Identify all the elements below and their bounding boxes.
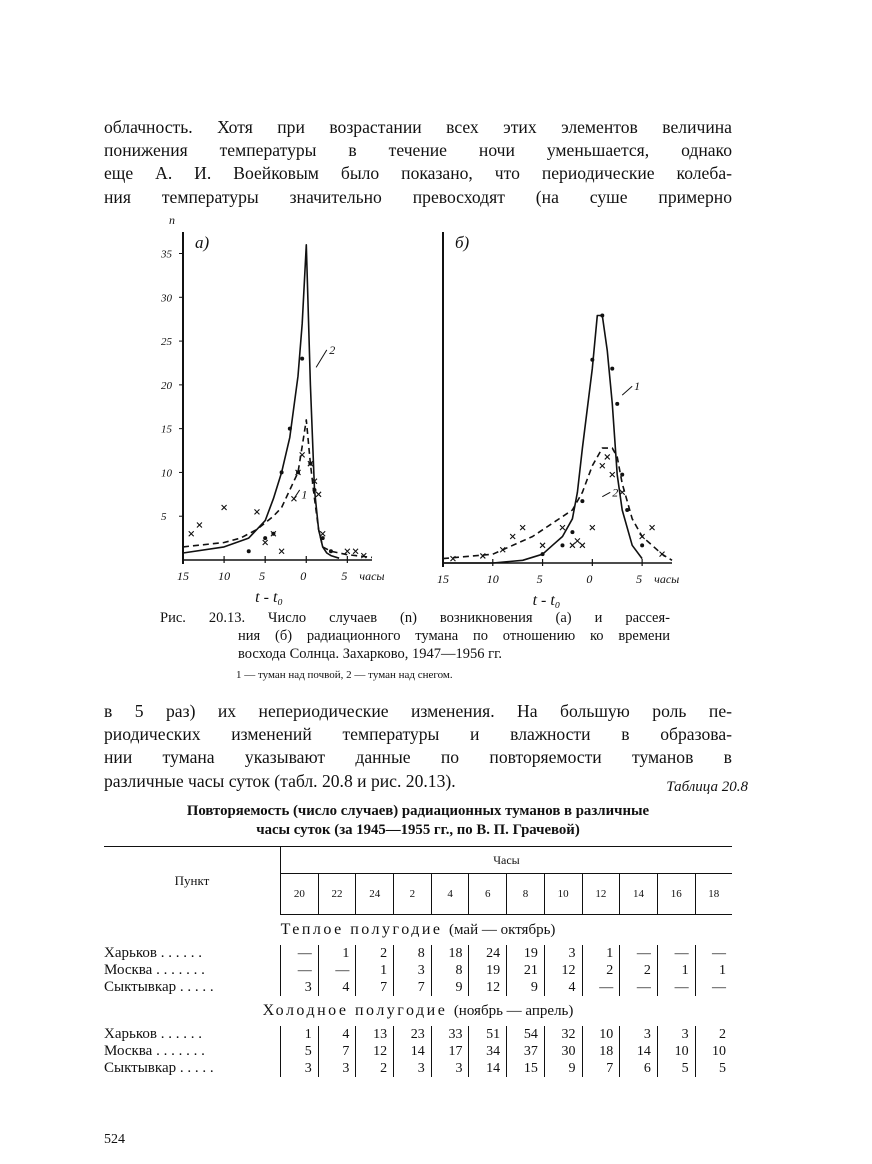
table-cell: 1 xyxy=(719,963,726,978)
table-cell: 12 xyxy=(356,1043,394,1060)
data-point-cross xyxy=(560,525,565,530)
table-cell: 30 xyxy=(544,1043,582,1060)
data-point-cross xyxy=(570,543,575,548)
hour-header: 2 xyxy=(394,874,432,915)
table-cell: 18 xyxy=(431,945,469,962)
x-tick-label: 5 xyxy=(536,572,543,586)
section-title-text: Теплое полугодие xyxy=(280,921,443,938)
section-title xyxy=(104,996,732,1026)
x-tick-label: 0 xyxy=(300,569,307,583)
data-point-dot xyxy=(329,549,333,553)
table-cell: 3 xyxy=(318,1060,356,1077)
table-row xyxy=(104,1060,732,1077)
data-point-dot xyxy=(600,314,604,318)
table-cell: — xyxy=(620,945,658,962)
table-cell: 51 xyxy=(469,1026,507,1043)
x-tick-label: 15 xyxy=(177,569,189,583)
table-cell: 5 xyxy=(719,1061,726,1076)
text-line: ния температуры значительно превосходят (на суше примерно xyxy=(104,186,732,207)
curve-label: 2 xyxy=(612,485,619,500)
table-row xyxy=(104,1026,732,1043)
data-point-cross xyxy=(650,525,655,530)
table-cell: 13 xyxy=(356,1026,394,1043)
section-title-text: Холодное полугодие xyxy=(262,1002,448,1019)
data-point-cross xyxy=(189,531,194,536)
table-cell: 3 xyxy=(620,1026,658,1043)
x-tick-label: 5 xyxy=(636,572,643,586)
table-cell: 12 xyxy=(544,962,582,979)
data-point-dot xyxy=(308,462,312,466)
data-point-dot xyxy=(560,543,564,547)
table-cell: 3 xyxy=(394,1060,432,1077)
data-point-dot xyxy=(580,499,584,503)
data-point-cross xyxy=(610,472,615,477)
table-cell: 5 xyxy=(281,1043,319,1060)
x-axis-label: t - t₀ xyxy=(532,592,561,609)
hour-header: 4 xyxy=(431,874,469,915)
table-cell: 6 xyxy=(620,1060,658,1077)
table-cell: 8 xyxy=(394,945,432,962)
caption-line: восхода Солнца. Захарково, 1947—1956 гг. xyxy=(238,646,503,662)
table-cell: 19 xyxy=(507,945,545,962)
hour-header: 16 xyxy=(657,874,695,915)
data-point-cross xyxy=(520,525,525,530)
table-cell: 3 xyxy=(544,945,582,962)
table-cell: 18 xyxy=(582,1043,620,1060)
x-tick-label: 5 xyxy=(259,569,266,583)
y-axis-label: n xyxy=(169,213,175,227)
station-name: Харьков . . . . . . xyxy=(104,1026,281,1043)
table-cell: 10 xyxy=(582,1026,620,1043)
data-point-dot xyxy=(296,470,300,474)
table-cell: 2 xyxy=(356,945,394,962)
series-line-1 xyxy=(443,316,642,564)
table-cell: 7 xyxy=(394,979,432,996)
data-point-cross xyxy=(353,549,358,554)
table-cell: 9 xyxy=(431,979,469,996)
data-point-cross xyxy=(450,556,455,561)
data-point-dot xyxy=(620,473,624,477)
panel-label: б) xyxy=(455,233,470,252)
table-cell: 1 xyxy=(356,962,394,979)
x-tick-label: 10 xyxy=(218,569,231,583)
table-cell: 12 xyxy=(469,979,507,996)
y-tick-label: 15 xyxy=(161,423,172,436)
data-point-dot xyxy=(288,427,292,431)
table-row xyxy=(104,979,732,996)
data-point-cross xyxy=(263,540,268,545)
data-point-dot xyxy=(541,552,545,556)
text-line: в 5 раз) их непериодические изменения. На большую роль пе- xyxy=(104,701,732,721)
table-cell: 54 xyxy=(507,1026,545,1043)
data-point-cross xyxy=(575,538,580,543)
data-point-cross xyxy=(540,543,545,548)
text-line: нии тумана указывают данные по повторяемости туманов в xyxy=(104,747,732,768)
caption-line: Рис. 20.13. Число случаев (n) возникновения (а) и рассея- xyxy=(160,610,670,626)
table-cell: 4 xyxy=(318,1026,356,1043)
x-tick-label: 15 xyxy=(437,572,449,586)
x-axis-label: t - t₀ xyxy=(255,589,283,606)
table-cell: 3 xyxy=(657,1026,695,1043)
table-cell: 1 xyxy=(281,1026,319,1043)
text-line: облачность. Хотя при возрастании всех этих элементов величина xyxy=(104,117,732,137)
table-cell: 14 xyxy=(469,1060,507,1077)
hour-header: 20 xyxy=(281,874,319,915)
text-line: еще А. И. Воейковым было показано, что периодические колеба- xyxy=(104,163,732,184)
table-number: Таблица 20.8 xyxy=(666,779,748,795)
data-point-dot xyxy=(625,508,629,512)
data-point-dot xyxy=(263,536,267,540)
column-header-punkt: Пункт xyxy=(104,847,281,915)
table-title-line: Повторяемость (число случаев) радиационных туманов в различные xyxy=(186,803,650,819)
table-cell: 1 xyxy=(657,962,695,979)
data-point-cross xyxy=(600,463,605,468)
table-cell: 3 xyxy=(281,1060,319,1077)
table-cell: — xyxy=(712,946,726,961)
data-point-cross xyxy=(300,452,305,457)
table-cell: 5 xyxy=(657,1060,695,1077)
paragraph-mid xyxy=(104,700,732,793)
x-unit-label: часы xyxy=(359,569,385,583)
table-cell: 33 xyxy=(431,1026,469,1043)
table-cell: — xyxy=(281,945,319,962)
data-point-cross xyxy=(660,552,665,557)
y-tick-label: 35 xyxy=(161,248,172,261)
column-header-hours: Часы xyxy=(281,847,733,874)
section-title-paren: (ноябрь — апрель) xyxy=(453,1003,574,1019)
y-tick-label: 5 xyxy=(161,511,167,524)
curve-label: 2 xyxy=(329,342,336,357)
figure-legend: 1 — туман над почвой, 2 — туман над снегом. xyxy=(236,669,453,681)
table-cell: 7 xyxy=(582,1060,620,1077)
table-cell: 7 xyxy=(318,1043,356,1060)
table-row xyxy=(104,945,732,962)
section-title xyxy=(104,915,732,946)
table-cell: 23 xyxy=(394,1026,432,1043)
data-point-cross xyxy=(640,534,645,539)
data-point-cross xyxy=(254,509,259,514)
table-cell: 14 xyxy=(394,1043,432,1060)
table-cell: 14 xyxy=(620,1043,658,1060)
table-cell: 2 xyxy=(719,1027,726,1042)
station-name: Харьков . . . . . . xyxy=(104,945,281,962)
data-point-cross xyxy=(320,531,325,536)
table-cell: — xyxy=(318,962,356,979)
table-cell: 7 xyxy=(356,979,394,996)
table-cell: 21 xyxy=(507,962,545,979)
data-point-cross xyxy=(197,522,202,527)
curve-label: 1 xyxy=(301,487,308,502)
panel-label: а) xyxy=(195,233,210,252)
table-cell: 9 xyxy=(507,979,545,996)
x-tick-label: 10 xyxy=(486,572,499,586)
text-line: понижения температуры в течение ночи уменьшается, однако xyxy=(104,140,732,161)
data-point-cross xyxy=(605,454,610,459)
table-cell: — xyxy=(582,979,620,996)
table-cell: — xyxy=(281,962,319,979)
series-line-2 xyxy=(443,448,672,560)
leader-line xyxy=(316,350,327,368)
data-point-dot xyxy=(271,532,275,536)
table-cell: — xyxy=(657,945,695,962)
y-tick-label: 25 xyxy=(161,336,172,349)
text-line: различные часы суток (табл. 20.8 и рис. 20.13). xyxy=(104,770,456,791)
table-cell: — xyxy=(712,980,726,995)
data-point-cross xyxy=(345,549,350,554)
data-point-dot xyxy=(615,402,619,406)
data-point-dot xyxy=(590,358,594,362)
section-title-paren: (май — октябрь) xyxy=(449,922,556,938)
data-point-cross xyxy=(316,492,321,497)
table-cell: 32 xyxy=(544,1026,582,1043)
page-number: 524 xyxy=(104,1132,125,1147)
data-point-cross xyxy=(580,543,585,548)
table-cell: 17 xyxy=(431,1043,469,1060)
table-cell: 1 xyxy=(582,945,620,962)
table-cell: 19 xyxy=(469,962,507,979)
table-cell: 3 xyxy=(431,1060,469,1077)
x-tick-label: 5 xyxy=(341,569,348,583)
table-title xyxy=(104,802,732,840)
curve-label: 1 xyxy=(634,379,641,394)
data-point-dot xyxy=(570,530,574,534)
hour-header: 10 xyxy=(544,874,582,915)
table-cell: 9 xyxy=(544,1060,582,1077)
table-cell: 10 xyxy=(712,1044,726,1059)
y-tick-label: 30 xyxy=(161,292,172,305)
table-cell: 2 xyxy=(356,1060,394,1077)
data-point-dot xyxy=(640,543,644,547)
x-unit-label: часы xyxy=(654,572,680,586)
series-line-1 xyxy=(183,420,372,558)
data-point-dot xyxy=(610,367,614,371)
table-cell: 37 xyxy=(507,1043,545,1060)
hour-header: 8 xyxy=(507,874,545,915)
figure-caption xyxy=(160,609,670,663)
station-name: Москва . . . . . . . xyxy=(104,1043,281,1060)
y-tick-label: 10 xyxy=(161,467,172,480)
table-cell: 15 xyxy=(507,1060,545,1077)
data-point-dot xyxy=(300,357,304,361)
data-point-dot xyxy=(247,549,251,553)
hour-header: 6 xyxy=(469,874,507,915)
text-line: риодических изменений температуры и влажности в образова- xyxy=(104,724,732,745)
table-cell: 8 xyxy=(431,962,469,979)
table-cell: — xyxy=(657,979,695,996)
leader-line xyxy=(294,490,300,499)
table-cell: 2 xyxy=(582,962,620,979)
data-point-cross xyxy=(279,549,284,554)
fog-frequency-table xyxy=(104,846,732,1077)
table-title-line: часы суток (за 1945—1955 гг., по В. П. Грачевой) xyxy=(256,822,580,838)
hour-header: 18 xyxy=(695,874,732,915)
data-point-dot xyxy=(312,488,316,492)
table-cell: 2 xyxy=(620,962,658,979)
x-tick-label: 0 xyxy=(586,572,593,586)
data-point-cross xyxy=(222,505,227,510)
data-point-cross xyxy=(590,525,595,530)
data-point-dot xyxy=(321,536,325,540)
table-cell: 24 xyxy=(469,945,507,962)
table-cell: 3 xyxy=(394,962,432,979)
hour-header: 22 xyxy=(318,874,356,915)
table-cell: — xyxy=(620,979,658,996)
leader-line xyxy=(602,492,610,496)
data-point-cross xyxy=(510,534,515,539)
table-cell: 10 xyxy=(657,1043,695,1060)
y-tick-label: 20 xyxy=(161,379,172,392)
table-cell: 34 xyxy=(469,1043,507,1060)
table-cell: 1 xyxy=(318,945,356,962)
station-name: Сыктывкар . . . . . xyxy=(104,979,281,996)
table-cell: 3 xyxy=(281,979,319,996)
data-point-cross xyxy=(480,553,485,558)
data-point-dot xyxy=(280,470,284,474)
table-row xyxy=(104,962,732,979)
caption-line: ния (б) радиационного тумана по отношению ко времени xyxy=(238,628,670,644)
hour-header: 14 xyxy=(620,874,658,915)
table-cell: 4 xyxy=(544,979,582,996)
hour-header: 12 xyxy=(582,874,620,915)
table-row xyxy=(104,1043,732,1060)
hour-header: 24 xyxy=(356,874,394,915)
station-name: Сыктывкар . . . . . xyxy=(104,1060,281,1077)
station-name: Москва . . . . . . . xyxy=(104,962,281,979)
leader-line xyxy=(622,386,632,395)
table-cell: 4 xyxy=(318,979,356,996)
